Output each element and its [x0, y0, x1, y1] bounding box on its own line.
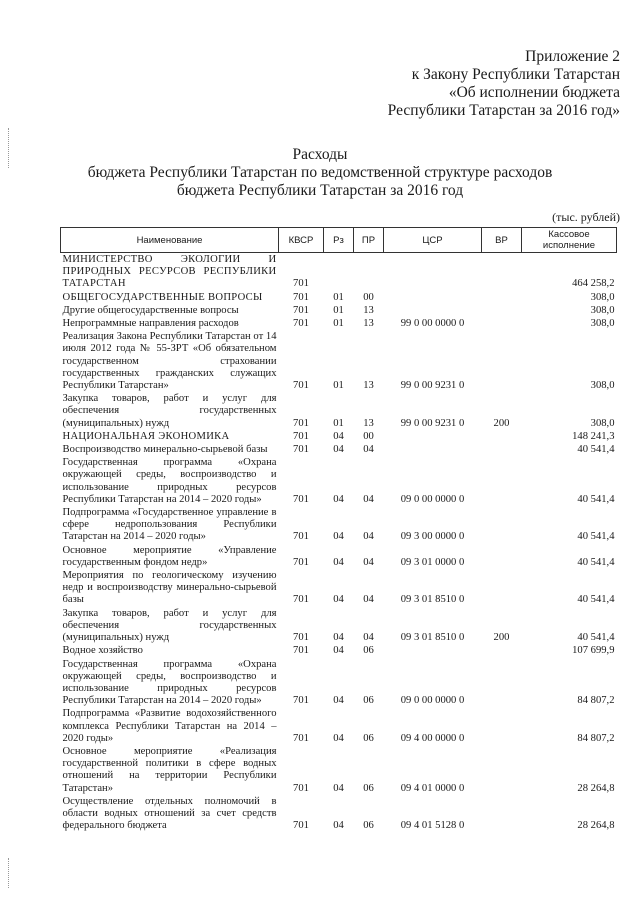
- cell-name: НАЦИОНАЛЬНАЯ ЭКОНОМИКА: [62, 430, 230, 442]
- appendix-line: «Об исполнении бюджета: [448, 84, 620, 101]
- table-row: [61, 291, 617, 304]
- cell-kvsr: 701: [293, 820, 309, 832]
- table-row: [61, 544, 617, 569]
- cell-csr: 09 4 00 0000 0: [400, 732, 465, 744]
- cell-amount: 40 541,4: [577, 493, 615, 505]
- appendix-line: Приложение 2: [525, 48, 620, 65]
- col-header-vr: ВР: [482, 228, 522, 253]
- cell-csr: 09 3 01 0000 0: [400, 556, 465, 568]
- cell-name: Основное мероприятие «Реализация государственной политики в сфере водных отношений на территории Республики Татарстан»: [62, 745, 277, 794]
- cell-pr: 00: [363, 430, 374, 442]
- cell-pr: 13: [363, 318, 374, 330]
- cell-amount: 107 699,9: [572, 645, 615, 657]
- table-row: [61, 506, 617, 544]
- cell-name: Осуществление отдельных полномочий в области водных отношений за счет средств федерального бюджета: [62, 795, 277, 832]
- table-row: [61, 317, 617, 330]
- cell-rz: 04: [333, 444, 344, 456]
- cell-kvsr: 701: [293, 645, 309, 657]
- cell-csr: 99 0 00 9231 0: [400, 380, 465, 392]
- cell-name: Водное хозяйство: [62, 645, 143, 657]
- cell-csr: [384, 644, 482, 657]
- table-row: [61, 707, 617, 745]
- cell-pr: 06: [363, 820, 374, 832]
- cell-rz: 01: [333, 417, 344, 429]
- document-title: [0, 146, 640, 200]
- table-header-row: [61, 228, 617, 253]
- cell-vr: [482, 745, 522, 795]
- cell-vr: [482, 443, 522, 456]
- cell-name: Закупка товаров, работ и услуг для обеспечения государственных (муниципальных) нужд: [62, 393, 277, 429]
- expenditure-table: [60, 227, 617, 832]
- cell-amount: 40 541,4: [577, 632, 615, 644]
- cell-vr: [482, 291, 522, 304]
- cell-amount: 308,0: [590, 380, 615, 392]
- cell-kvsr: 701: [293, 304, 309, 316]
- cell-vr: [482, 795, 522, 833]
- table-row: [61, 607, 617, 645]
- col-header-kvsr: КВСР: [279, 228, 324, 253]
- cell-vr: [482, 253, 522, 291]
- cell-rz: 01: [333, 304, 344, 316]
- cell-name: Закупка товаров, работ и услуг для обеспечения государственных (муниципальных) нужд: [62, 607, 277, 644]
- cell-kvsr: 701: [293, 318, 309, 330]
- table-row: [61, 330, 617, 392]
- appendix-line: Республики Татарстан за 2016 год»: [387, 102, 620, 119]
- units-label: (тыс. рублей): [552, 210, 620, 224]
- cell-csr: 09 3 01 8510 0: [400, 594, 465, 606]
- cell-name: Государственная программа «Охрана окружающей среды, воспроизводство и использование природных ресурсов Республики Татарстан на 2014 – 2020 годы»: [62, 457, 277, 505]
- cell-vr: [482, 456, 522, 506]
- col-header-rz: Рз: [324, 228, 354, 253]
- cell-vr: [482, 544, 522, 569]
- cell-csr: [384, 430, 482, 443]
- cell-rz: 01: [333, 380, 344, 392]
- cell-csr: 99 0 00 9231 0: [400, 417, 465, 429]
- cell-kvsr: 701: [293, 531, 309, 543]
- cell-name: Мероприятия по геологическому изучению недр и воспроизводству минерально-сырьевой базы: [62, 570, 277, 606]
- cell-rz: [324, 253, 354, 291]
- cell-kvsr: 701: [293, 632, 309, 644]
- title-line: бюджета Республики Татарстан по ведомственной структуре расходов: [87, 164, 553, 181]
- appendix-line: к Закону Республики Татарстан: [411, 66, 620, 83]
- cell-amount: 308,0: [590, 318, 615, 330]
- cell-vr: [482, 506, 522, 544]
- cell-name: ОБЩЕГОСУДАРСТВЕННЫЕ ВОПРОСЫ: [62, 291, 263, 303]
- cell-rz: 04: [333, 645, 344, 657]
- col-header-name: Наименование: [61, 228, 279, 253]
- cell-csr: 09 0 00 0000 0: [400, 695, 465, 707]
- table-row: [61, 253, 617, 291]
- cell-csr: 99 0 00 0000 0: [400, 318, 465, 330]
- cell-csr: 09 3 01 8510 0: [400, 632, 465, 644]
- cell-kvsr: 701: [293, 278, 309, 290]
- cell-pr: 06: [363, 645, 374, 657]
- cell-vr: [482, 330, 522, 392]
- cell-csr: [384, 443, 482, 456]
- cell-csr: 09 0 00 0000 0: [400, 493, 465, 505]
- table-row: [61, 304, 617, 317]
- cell-vr: [482, 644, 522, 657]
- cell-rz: 04: [333, 732, 344, 744]
- cell-pr: 06: [363, 695, 374, 707]
- cell-vr: [482, 304, 522, 317]
- cell-kvsr: 701: [293, 594, 309, 606]
- table-row: [61, 644, 617, 657]
- cell-pr: 04: [363, 493, 374, 505]
- cell-rz: 01: [333, 318, 344, 330]
- cell-kvsr: 701: [293, 695, 309, 707]
- cell-amount: 28 264,8: [577, 820, 615, 832]
- cell-name: Воспроизводство минерально-сырьевой базы: [62, 444, 268, 456]
- cell-vr: [482, 658, 522, 708]
- cell-csr: 09 3 00 0000 0: [400, 531, 465, 543]
- cell-amount: 308,0: [590, 304, 615, 316]
- cell-amount: 308,0: [590, 417, 615, 429]
- cell-kvsr: 701: [293, 782, 309, 794]
- col-header-amount: Кассовое исполнение: [522, 228, 617, 253]
- cell-amount: 40 541,4: [577, 444, 615, 456]
- cell-rz: 04: [333, 556, 344, 568]
- cell-pr: 13: [363, 380, 374, 392]
- cell-pr: 13: [363, 417, 374, 429]
- cell-amount: 308,0: [590, 291, 615, 303]
- cell-rz: 04: [333, 632, 344, 644]
- cell-rz: 01: [333, 291, 344, 303]
- cell-pr: 04: [363, 556, 374, 568]
- title-line: бюджета Республики Татарстан за 2016 год: [176, 182, 464, 199]
- cell-kvsr: 701: [293, 444, 309, 456]
- cell-kvsr: 701: [293, 732, 309, 744]
- cell-name: Государственная программа «Охрана окружающей среды, воспроизводство и использование природных ресурсов Республики Татарстан на 2014 – 2020 годы»: [62, 658, 277, 707]
- col-header-pr: ПР: [354, 228, 384, 253]
- cell-vr: 200: [493, 632, 510, 644]
- cell-kvsr: 701: [293, 556, 309, 568]
- cell-vr: 200: [493, 417, 510, 429]
- cell-csr: [384, 291, 482, 304]
- cell-name: Подпрограмма «Развитие водохозяйственного комплекса Республики Татарстан на 2014 – 2020 годы»: [62, 708, 277, 744]
- cell-amount: 84 807,2: [577, 732, 615, 744]
- cell-rz: 04: [333, 820, 344, 832]
- cell-pr: 04: [363, 531, 374, 543]
- cell-kvsr: 701: [293, 417, 309, 429]
- cell-pr: [354, 253, 384, 291]
- cell-kvsr: 701: [293, 493, 309, 505]
- table-row: [61, 795, 617, 833]
- cell-csr: [384, 304, 482, 317]
- cell-pr: 04: [363, 632, 374, 644]
- cell-pr: 00: [363, 291, 374, 303]
- cell-pr: 06: [363, 782, 374, 794]
- cell-amount: 148 241,3: [572, 430, 615, 442]
- cell-rz: 04: [333, 594, 344, 606]
- title-line: Расходы: [292, 146, 348, 163]
- cell-csr: 09 4 01 5128 0: [400, 820, 465, 832]
- cell-pr: 04: [363, 444, 374, 456]
- cell-name: Реализация Закона Республики Татарстан от 14 июля 2012 года № 55-ЗРТ «Об обязательном государственном страховании государственных гражданских служащих Республики Татарстан»: [62, 331, 277, 392]
- cell-kvsr: 701: [293, 430, 309, 442]
- cell-amount: 84 807,2: [577, 695, 615, 707]
- cell-kvsr: 701: [293, 291, 309, 303]
- scan-margin-mark: [8, 858, 13, 888]
- cell-kvsr: 701: [293, 380, 309, 392]
- table-row: [61, 745, 617, 795]
- table-row: [61, 456, 617, 506]
- appendix-header: [388, 48, 620, 120]
- cell-name: МИНИСТЕРСТВО ЭКОЛОГИИ И ПРИРОДНЫХ РЕСУРСОВ РЕСПУБЛИКИ ТАТАРСТАН: [62, 254, 277, 290]
- cell-name: Подпрограмма «Государственное управление в сфере недропользования Республики Татарстан на 2014 – 2020 годы»: [62, 507, 277, 543]
- table-row: [61, 443, 617, 456]
- cell-amount: 40 541,4: [577, 594, 615, 606]
- table-row: [61, 392, 617, 430]
- cell-amount: 464 258,2: [572, 278, 615, 290]
- cell-amount: 28 264,8: [577, 782, 615, 794]
- cell-name: Основное мероприятие «Управление государственным фондом недр»: [62, 544, 277, 568]
- cell-vr: [482, 430, 522, 443]
- cell-rz: 04: [333, 782, 344, 794]
- cell-pr: 06: [363, 732, 374, 744]
- col-header-csr: ЦСР: [384, 228, 482, 253]
- cell-csr: [384, 253, 482, 291]
- cell-pr: 04: [363, 594, 374, 606]
- table-row: [61, 430, 617, 443]
- cell-name: Непрограммные направления расходов: [62, 318, 239, 330]
- cell-vr: [482, 569, 522, 607]
- cell-rz: 04: [333, 430, 344, 442]
- cell-amount: 40 541,4: [577, 556, 615, 568]
- table-row: [61, 569, 617, 607]
- cell-amount: 40 541,4: [577, 531, 615, 543]
- cell-vr: [482, 707, 522, 745]
- cell-rz: 04: [333, 695, 344, 707]
- cell-csr: 09 4 01 0000 0: [400, 782, 465, 794]
- cell-vr: [482, 317, 522, 330]
- cell-pr: 13: [363, 304, 374, 316]
- cell-rz: 04: [333, 531, 344, 543]
- table-row: [61, 658, 617, 708]
- cell-name: Другие общегосударственные вопросы: [62, 304, 239, 316]
- cell-rz: 04: [333, 493, 344, 505]
